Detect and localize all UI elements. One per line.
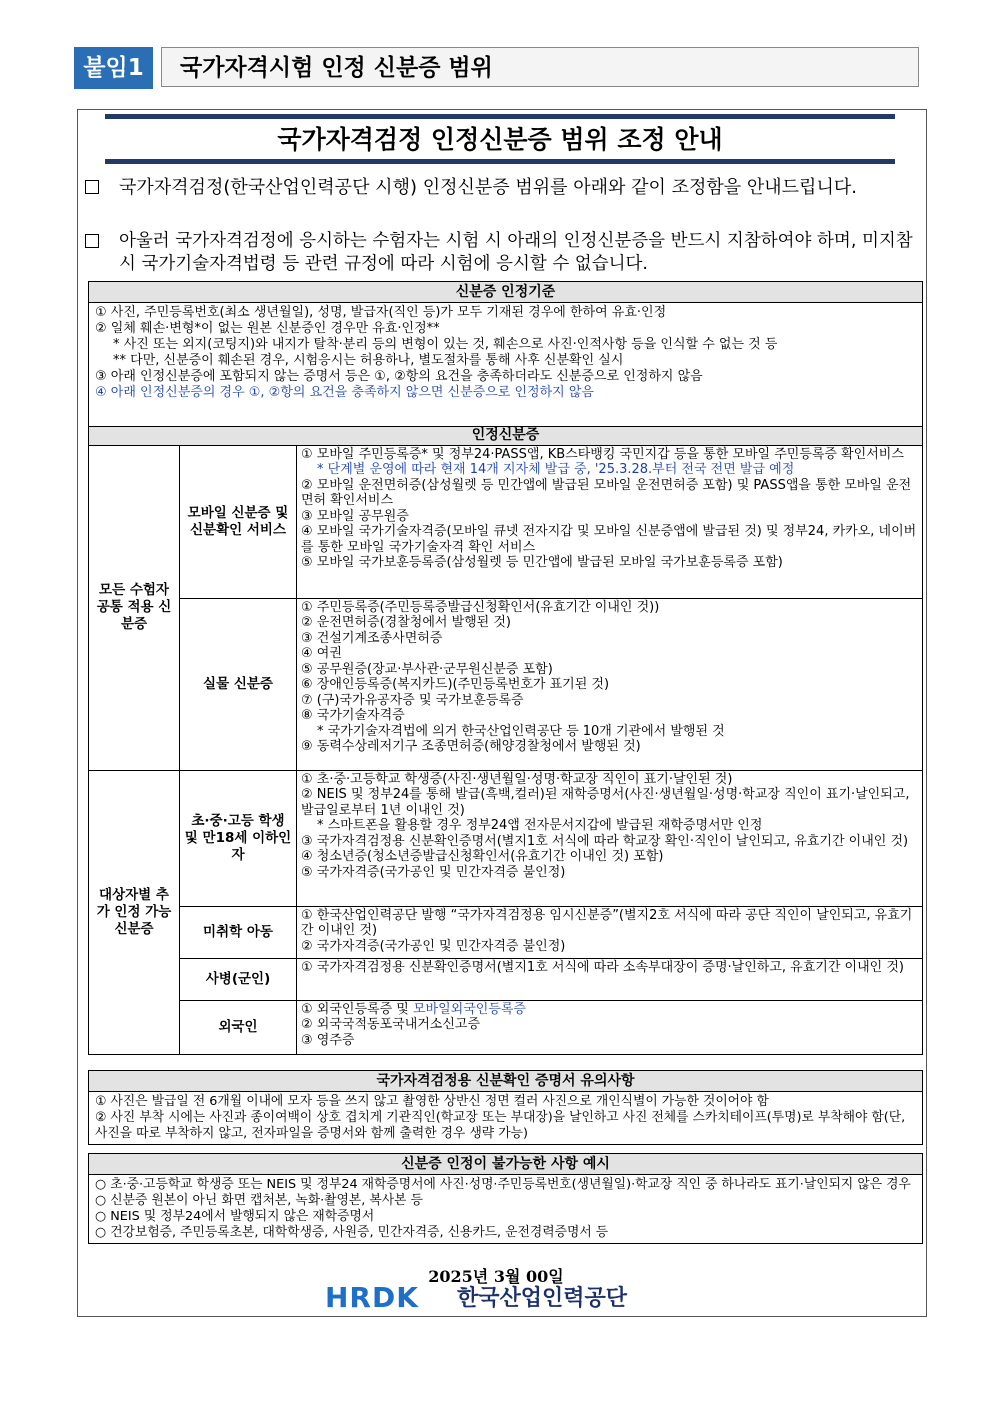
- foreigner-items: ① 외국인등록증 및 모바일외국인등록증 ② 외국국적동포국내거소신고증 ③ 영주증: [297, 1000, 923, 1054]
- issue-date: 2025년 3월 00일: [428, 1267, 564, 1286]
- criteria-line: ② 일체 훼손·변형*이 없는 원본 신분증인 경우만 유효·인정**: [95, 321, 440, 336]
- title-bottom-bar: [105, 159, 895, 164]
- child-category: 미취학 아동: [180, 906, 297, 958]
- attachment-header: [74, 47, 921, 89]
- special-category: 대상자별 추가 인정 가능 신분증: [89, 770, 180, 1054]
- student-items: ① 초·중·고등학교 학생증(사진·생년월일·성명·학교장 직인이 표기·날인된 것) ② NEIS 및 정부24를 통해 발급(흑백,컬러)된 재학증명서(사진·생년월일·성명·학교장 직인이 표기·날인되고, 발급일로부터 1년 이내인 것) * 스마트폰을 활용할 경우 정부24앱 전자문서지갑에 발급된 재학증명서만 인정 ③ 국가자격검정용 신분확인증명서(별지1호 서식에 따라 학교장 확인·직인이 날인되고, 유효기간 이내인 것) ④ 청소년증(청소년증발급신청확인서(유효기간 이내인 것) 포함) ⑤ 국가자격증(국가공인 및 민간자격증 불인정): [297, 770, 923, 906]
- certificate-table: [88, 426, 923, 1055]
- criteria-line: ① 사진, 주민등록번호(최소 생년월일), 성명, 발급자(직인 등)가 모두 기재된 경우에 한하여 유효·인정: [95, 305, 667, 320]
- checkbox-square-icon: [85, 234, 99, 248]
- caution-heading: 국가자격검정용 신분확인 증명서 유의사항: [89, 1071, 922, 1092]
- attachment-badge: 붙임1: [74, 47, 153, 89]
- mobile-items: ① 모바일 주민등록증* 및 정부24·PASS앱, KB스타뱅킹 국민지갑 등을 통한 모바일 주민등록증 확인서비스 * 단계별 운영에 따라 현재 14개 지자체 발급 중, '25.3.28.부터 전국 전면 발급 예정 ② 모바일 운전면허증(삼성월렛 등 민간앱에 발급된 모바일 운전면허증 포함) 및 PASS앱을 통한 모바일 운전면허 확인서비스 ③ 모바일 공무원증 ④ 모바일 국가기술자격증(모바일 큐넷 전자지갑 및 모바일 신분증앱에 발급된 것) 및 정부24, 카카오, 네이버를 통한 모바일 국가기술자격 확인 서비스 ⑤ 모바일 국가보훈등록증(삼성월렛 등 민간앱에 발급된 모바일 국가보훈등록증 포함): [297, 445, 923, 598]
- notice-1: 국가자격검정(한국산업인력공단 시행) 인정신분증 범위를 아래와 같이 조정함을 안내드립니다.: [85, 176, 915, 199]
- not-allowed-section: [88, 1153, 923, 1244]
- child-items: ① 한국산업인력공단 발행 “국가자격검정용 임시신분증”(별지2호 서식에 따라 공단 직인이 날인되고, 유효기간 이내인 것) ② 국가자격증(국가공인 및 민간자격증 불인정): [297, 906, 923, 958]
- attachment-title: 국가자격시험 인정 신분증 범위: [161, 47, 919, 87]
- checkbox-square-icon: [85, 180, 99, 194]
- foreigner-category: 외국인: [180, 1000, 297, 1054]
- notice-2: 아울러 국가자격검정에 응시하는 수험자는 시험 시 아래의 인정신분증을 반드시 지참하여야 하며, 미지참 시 국가기술자격법령 등 관련 규정에 따라 시험에 응시할 수 없습니다.: [85, 230, 915, 276]
- title-top-bar: [105, 114, 895, 119]
- common-category: 모든 수험자 공통 적용 신분증: [89, 445, 180, 770]
- criteria-heading: 신분증 인정기준: [89, 282, 922, 303]
- criteria-section: [88, 281, 923, 426]
- soldier-category: 사병(군인): [180, 958, 297, 1000]
- criteria-line-highlight: ④ 아래 인정신분증의 경우 ①, ②항의 요건을 충족하지 않으면 신분증으로 인정하지 않음: [95, 385, 594, 400]
- organization-name: 한국산업인력공단: [457, 1286, 628, 1311]
- main-title-block: [105, 114, 895, 164]
- hrdk-logo-mark: HRDK: [325, 1281, 419, 1314]
- not-allowed-lines: ○ 초·중·고등학교 학생증 또는 NEIS 및 정부24 재학증명서에 사진·성명·주민등록번호(생년월일)·학교장 직인 중 하나라도 표기·날인되지 않은 경우 ○ 신분증 원본이 아닌 화면 캡처본, 녹화·촬영본, 복사본 등 ○ NEIS 및 정부24에서 발행되지 않은 재학증명서 ○ 건강보험증, 주민등록초본, 대학학생증, 사원증, 민간자격증, 신용카드, 운전경력증명서 등: [95, 1177, 911, 1240]
- criteria-line: * 사진 또는 외지(코팅지)와 내지가 탈착·분리 등의 변형이 있는 것, 훼손으로 사진·인적사항 등을 인식할 수 없는 것 등: [113, 337, 778, 352]
- mobile-category: 모바일 신분증 및 신분확인 서비스: [180, 445, 297, 598]
- criteria-line: ③ 아래 인정신분증에 포함되지 않는 증명서 등은 ①, ②항의 요건을 충족하더라도 신분증으로 인정하지 않음: [95, 369, 703, 384]
- main-title: 국가자격검정 인정신분증 범위 조정 안내: [277, 125, 723, 154]
- student-category: 초·중·고등 학생 및 만18세 이하인 자: [180, 770, 297, 906]
- caution-section: [88, 1070, 923, 1145]
- not-allowed-heading: 신분증 인정이 불가능한 사항 예시: [89, 1154, 922, 1175]
- soldier-items: ① 국가자격검정용 신분확인증명서(별지1호 서식에 따라 소속부대장이 증명·날인하고, 유효기간 이내인 것): [297, 958, 923, 1000]
- physical-items: ① 주민등록증(주민등록증발급신청확인서(유효기간 이내인 것)) ② 운전면허증(경찰청에서 발행된 것) ③ 건설기계조종사면허증 ④ 여권 ⑤ 공무원증(장교·부사관·군무원신분증 포함) ⑥ 장애인등록증(복지카드)(주민등록번호가 표기된 것) ⑦ (구)국가유공자증 및 국가보훈등록증 ⑧ 국가기술자격증 * 국가기술자격법에 의거 한국산업인력공단 등 10개 기관에서 발행된 것 ⑨ 동력수상레저기구 조종면허증(해양경찰청에서 발행된 것): [297, 598, 923, 770]
- caution-lines: ① 사진은 발급일 전 6개월 이내에 모자 등을 쓰지 않고 촬영한 상반신 정면 컬러 사진으로 개인식별이 가능한 것이어야 함 ② 사진 부착 시에는 사진과 종이여백이 상호 겹치게 기관직인(학교장 또는 부대장)을 날인하고 사진 전체를 스카치테이프(투명)로 부착해야 함(단, 사진을 따로 부착하지 않고, 전자파일을 증명서와 함께 출력한 경우 생략 가능): [95, 1094, 906, 1141]
- criteria-line: ** 다만, 신분증이 훼손된 경우, 시험응시는 허용하나, 별도절차를 통해 사후 신분확인 실시: [113, 353, 624, 368]
- cert-table-heading: 인정신분증: [89, 427, 923, 446]
- criteria-lines: [89, 303, 922, 403]
- physical-category: 실물 신분증: [180, 598, 297, 770]
